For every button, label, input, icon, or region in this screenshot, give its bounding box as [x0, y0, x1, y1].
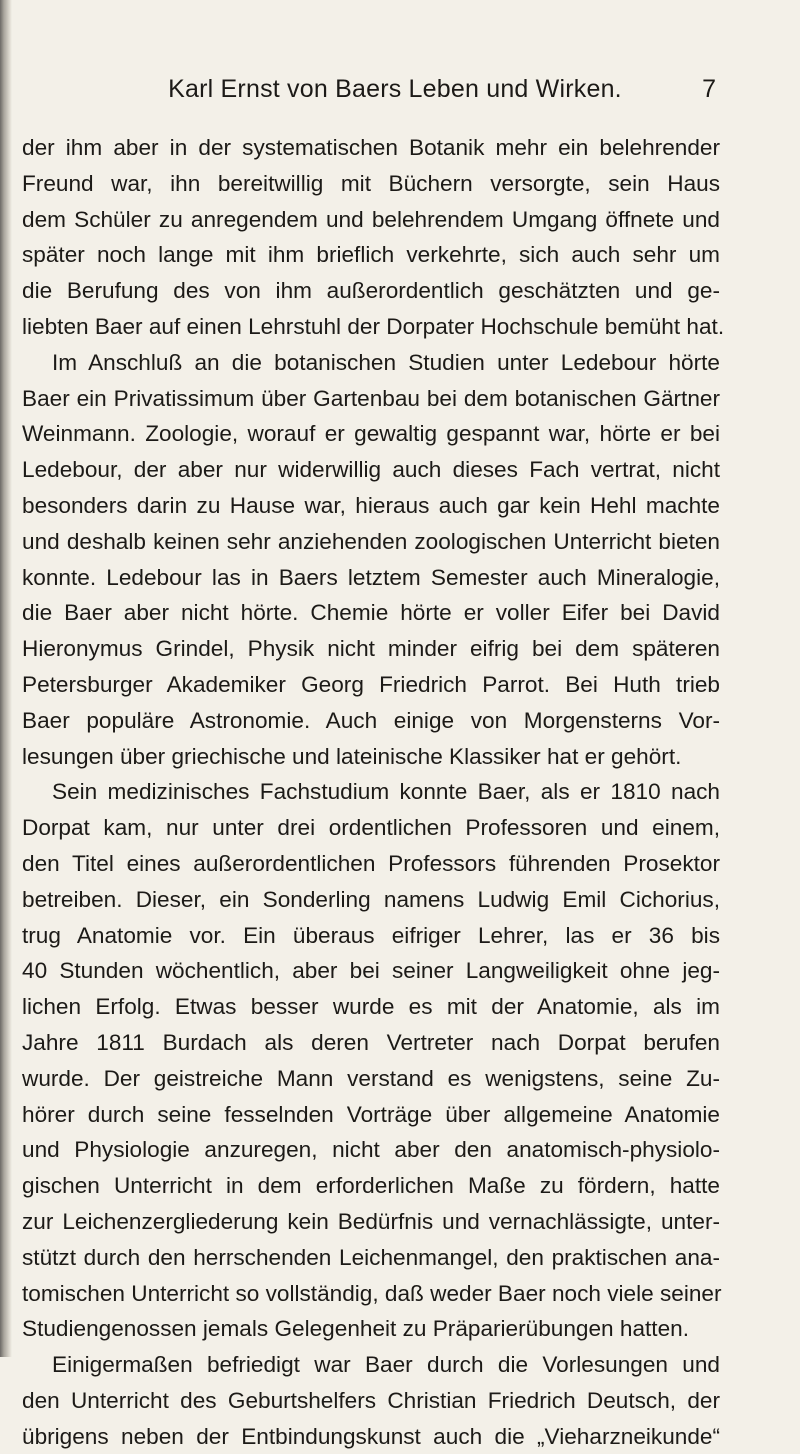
- text-line: Studiengenossen jemals Gelegenheit zu Präparierübungen hatten.: [22, 1316, 689, 1342]
- text-line: Einigermaßen befriedigt war Baer durch die Vorlesungen und: [52, 1352, 720, 1378]
- text-line: später noch lange mit ihm brieflich verkehrte, sich auch sehr um: [22, 242, 720, 268]
- text-line: der ihm aber in der systematischen Botanik mehr ein belehrender: [22, 135, 720, 160]
- text-line: liebten Baer auf einen Lehrstuhl der Dorpater Hochschule bemüht hat.: [22, 313, 725, 339]
- text-line: Baer ein Privatissimum über Gartenbau bei dem botanischen Gärtner: [22, 385, 720, 411]
- text-line: Petersburger Akademiker Georg Friedrich Parrot. Bei Huth trieb: [22, 671, 720, 697]
- text-line: betreiben. Dieser, ein Sonderling namens Ludwig Emil Cichorius,: [22, 886, 720, 912]
- text-line: Ledebour, der aber nur widerwillig auch dieses Fach vertrat, nicht: [22, 457, 720, 483]
- text-line: tomischen Unterricht so vollständig, daß weder Baer noch viele seiner: [22, 1280, 722, 1306]
- running-header: [70, 72, 720, 106]
- text-line: Hieronymus Grindel, Physik nicht minder eifrig bei dem späteren: [22, 636, 720, 662]
- text-line: 40 Stunden wöchentlich, aber bei seiner Langweiligkeit ohne jeg-: [22, 958, 720, 984]
- text-line: dem Schüler zu anregendem und belehrendem Umgang öffnete und: [22, 206, 720, 232]
- text-line: Sein medizinisches Fachstudium konnte Baer, als er 1810 nach: [52, 779, 720, 805]
- text-line: zur Leichenzergliederung kein Bedürfnis und vernachlässigte, unter-: [22, 1208, 720, 1234]
- text-line: gischen Unterricht in dem erforderlichen Maße zu fördern, hatte: [22, 1173, 720, 1199]
- text-line: besonders darin zu Hause war, hieraus auch gar kein Hehl machte: [22, 492, 720, 518]
- text-line: Baer populäre Astronomie. Auch einige von Morgensterns Vor-: [22, 707, 720, 733]
- text-line: trug Anatomie vor. Ein überaus eifriger Lehrer, las er 36 bis: [22, 922, 720, 948]
- page-number: 7: [702, 75, 716, 103]
- text-line: und deshalb keinen sehr anziehenden zoologischen Unterricht bieten: [22, 528, 720, 554]
- text-line: lesungen über griechische und lateinische Klassiker hat er gehört.: [22, 743, 682, 769]
- text-line: den Unterricht des Geburtshelfers Christian Friedrich Deutsch, der: [22, 1387, 720, 1413]
- text-line: Freund war, ihn bereitwillig mit Büchern versorgte, sein Haus: [22, 170, 720, 196]
- text-line: wurde. Der geistreiche Mann verstand es wenigstens, seine Zu-: [22, 1065, 720, 1091]
- text-line: Im Anschluß an die botanischen Studien unter Ledebour hörte: [52, 349, 720, 375]
- text-line: Weinmann. Zoologie, worauf er gewaltig gespannt war, hörte er bei: [22, 421, 720, 447]
- text-line: Jahre 1811 Burdach als deren Vertreter nach Dorpat berufen: [22, 1029, 720, 1055]
- text-line: Dorpat kam, nur unter drei ordentlichen Professoren und einem,: [22, 815, 720, 841]
- text-line: lichen Erfolg. Etwas besser wurde es mit der Anatomie, als im: [22, 994, 720, 1020]
- text-line: übrigens neben der Entbindungskunst auch die „Vieharzneikunde“: [22, 1423, 720, 1449]
- text-line: konnte. Ledebour las in Baers letztem Semester auch Mineralogie,: [22, 564, 720, 590]
- running-title: Karl Ernst von Baers Leben und Wirken.: [168, 75, 622, 103]
- text-line: die Berufung des von ihm außerordentlich geschätzten und ge-: [22, 278, 720, 304]
- text-line: und Physiologie anzuregen, nicht aber den anatomisch-physiolo-: [22, 1137, 720, 1163]
- text-line: hörer durch seine fesselnden Vorträge über allgemeine Anatomie: [22, 1101, 720, 1127]
- text-line: die Baer aber nicht hörte. Chemie hörte er voller Eifer bei David: [22, 600, 720, 626]
- text-line: den Titel eines außerordentlichen Professors führenden Prosektor: [22, 850, 720, 876]
- body-text: [22, 130, 725, 1454]
- text-line: stützt durch den herrschenden Leichenmangel, den praktischen ana-: [22, 1244, 720, 1270]
- page-gutter-shadow: [0, 0, 12, 1357]
